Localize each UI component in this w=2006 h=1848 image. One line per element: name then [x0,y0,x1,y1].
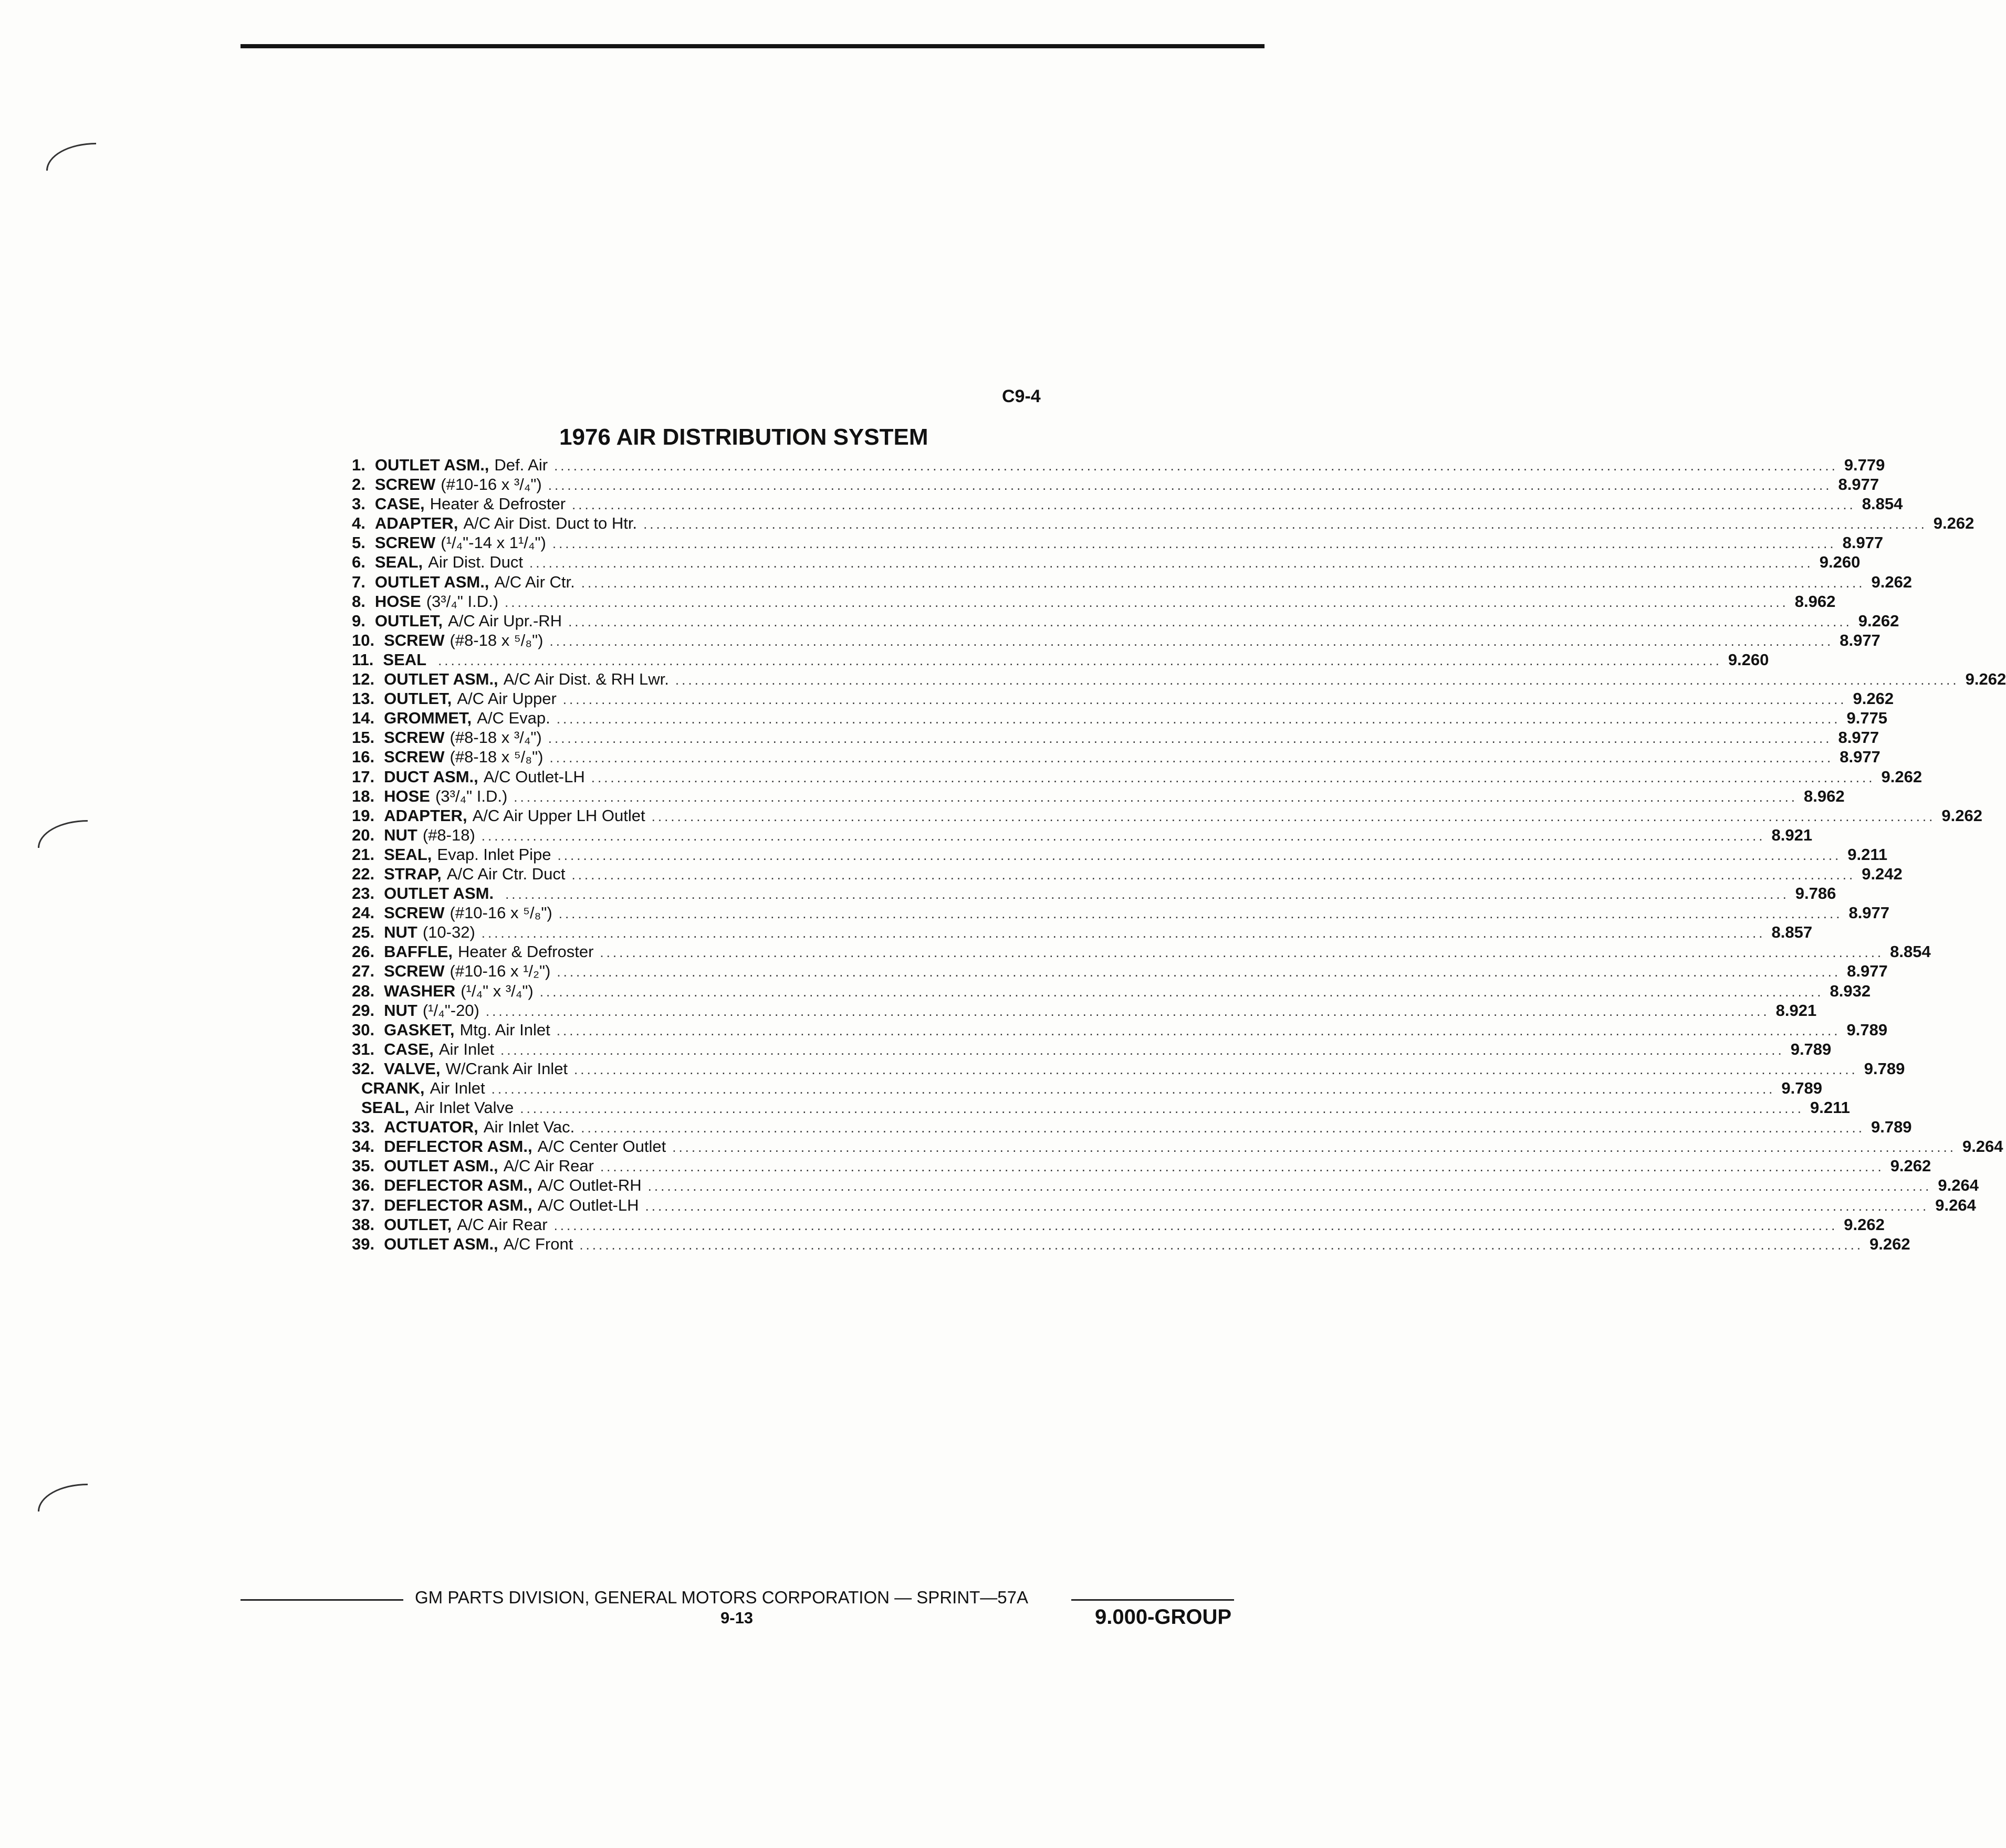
group-code: 9.789 [1871,1118,1912,1137]
group-code: 9.264 [1938,1176,1979,1195]
part-number: 35. [352,1157,375,1175]
part-number: 23. [352,884,375,903]
punch-hole-mark-middle [38,820,88,848]
group-code: 9.262 [1965,670,2006,689]
dot-leader: ........................................................................................................................................................................................................ [572,497,1856,513]
group-code: 8.921 [1775,1001,1817,1020]
part-row [352,1059,1905,1079]
dot-leader: ........................................................................................................................................................................................................ [481,925,1765,941]
part-row [352,767,1923,787]
group-code: 9.264 [1935,1195,1976,1214]
footer-rule-right [1071,1599,1234,1601]
part-description: Air Dist. Duct [428,553,524,572]
part-row [352,1118,1912,1137]
part-row [352,514,1974,533]
dot-leader: ........................................................................................................................................................................................................ [539,983,1824,1000]
dot-leader: ........................................................................................................................................................................................................ [557,847,1842,863]
part-name: CASE, [384,1040,434,1058]
part-number: 2. [352,475,365,494]
part-row [352,1176,1979,1195]
part-row [352,1137,2003,1157]
part-name: OUTLET ASM., [384,670,498,689]
part-name: SCREW [384,904,445,922]
dot-leader: ........................................................................................................................................................................................................ [485,1003,1770,1019]
part-number: 19. [352,806,375,825]
top-rule [241,44,1265,48]
dot-leader: ........................................................................................................................................................................................................ [438,652,1722,668]
part-number: 6. [352,553,365,572]
group-code: 9.264 [1962,1137,2003,1156]
part-description: (#10-16 x ³/₄") [441,475,542,494]
part-row [352,533,1884,553]
part-name: GROMMET, [384,709,472,728]
part-row [352,1098,1850,1118]
dot-leader: ........................................................................................................................................................................................................ [481,827,1765,844]
part-description: Mtg. Air Inlet [459,1020,550,1039]
page-code: C9-4 [1002,386,1041,406]
group-code: 8.977 [1847,962,1888,981]
part-description: (#8-18) [422,825,475,844]
part-number: 1. [352,456,365,474]
dot-leader: ........................................................................................................................................................................................................ [562,691,1847,708]
part-row [352,611,1899,631]
part-name: SCREW [384,748,445,766]
group-code: 8.977 [1838,475,1879,494]
part-description: A/C Outlet-RH [537,1176,642,1195]
group-code: 9.262 [1881,767,1923,786]
part-number: 15. [352,728,375,747]
group-code: 9.262 [1858,611,1899,630]
dot-leader: ........................................................................................................................................................................................................ [645,1198,1929,1214]
part-description: Heater & Defroster [430,495,566,513]
dot-leader: ........................................................................................................................................................................................................ [552,536,1836,552]
part-row [352,495,1903,514]
part-name: OUTLET ASM., [384,1234,498,1253]
group-code: 9.262 [1890,1157,1931,1175]
part-row [352,728,1879,748]
group-code: 8.977 [1848,904,1890,922]
part-name: SEAL [383,650,427,669]
part-row [352,572,1913,592]
group-code: 8.977 [1842,533,1884,552]
dot-leader: ........................................................................................................................................................................................................ [553,1217,1838,1233]
part-name: SCREW [384,962,445,981]
dot-leader: ........................................................................................................................................................................................................ [514,789,1798,805]
part-row [352,904,1890,923]
part-number: 9. [352,611,365,630]
group-code: 9.262 [1933,514,1974,533]
part-description: Air Inlet [430,1079,485,1097]
part-number: 28. [352,981,375,1000]
dot-leader: ........................................................................................................................................................................................................ [581,574,1865,591]
part-row [352,670,2006,689]
part-row [352,748,1880,767]
part-description: Def. Air [494,456,548,474]
part-number: 32. [352,1059,375,1078]
part-name: CRANK, [361,1079,425,1097]
dot-leader: ........................................................................................................................................................................................................ [647,1178,1932,1194]
page-number: 9-13 [720,1609,754,1627]
part-description: A/C Air Upper [457,689,557,708]
parts-list [352,456,2006,1254]
dot-leader: ........................................................................................................................................................................................................ [554,458,1838,474]
part-description: A/C Air Upper LH Outlet [472,806,645,825]
dot-leader: ........................................................................................................................................................................................................ [491,1081,1775,1097]
part-number: 7. [352,572,365,591]
part-number: 8. [352,592,365,611]
part-number: 10. [352,631,375,649]
part-number: 39. [352,1234,375,1253]
dot-leader: ........................................................................................................................................................................................................ [505,594,1789,610]
group-code: 8.857 [1771,923,1813,942]
part-name: NUT [384,1001,417,1020]
part-name: OUTLET ASM., [384,1157,498,1175]
part-name: OUTLET, [384,1215,452,1234]
dot-leader: ........................................................................................................................................................................................................ [672,1139,1956,1156]
part-number: 14. [352,709,375,728]
part-row [352,1195,1976,1215]
part-row [352,1215,1885,1235]
dot-leader: ........................................................................................................................................................................................................ [574,1061,1858,1077]
part-number: 17. [352,767,375,786]
part-name: STRAP, [384,864,442,883]
page-title: 1976 AIR DISTRIBUTION SYSTEM [559,424,928,450]
part-name: SEAL, [374,553,423,572]
part-number: 30. [352,1020,375,1039]
punch-hole-mark-bottom [38,1484,88,1511]
part-number: 16. [352,748,375,766]
part-name: HOSE [374,592,421,611]
part-description: (3³/₄" I.D.) [435,786,508,805]
part-name: ADAPTER, [374,514,458,533]
part-name: DEFLECTOR ASM., [384,1176,532,1195]
part-name: DUCT ASM., [384,767,478,786]
dot-leader: ........................................................................................................................................................................................................ [591,769,1875,785]
part-description: (¹/₄"-14 x 1¹/₄") [441,533,546,552]
part-name: NUT [384,923,417,942]
part-number: 24. [352,904,375,922]
part-number: 11. [352,650,374,669]
part-description: (¹/₄" x ³/₄") [461,981,534,1000]
dot-leader: ........................................................................................................................................................................................................ [556,711,1841,727]
part-description: (10-32) [422,923,475,942]
part-row [352,650,1769,670]
part-number: 26. [352,942,375,961]
group-code: 9.262 [1941,806,1982,825]
part-name: HOSE [384,786,430,805]
dot-leader: ........................................................................................................................................................................................................ [557,964,1841,980]
part-description: A/C Air Dist. Duct to Htr. [463,514,638,533]
dot-leader: ........................................................................................................................................................................................................ [548,477,1832,494]
group-code: 9.262 [1871,572,1913,591]
part-description: (¹/₄"-20) [422,1001,479,1020]
part-name: BAFFLE, [384,942,453,961]
group-code: 9.789 [1790,1040,1832,1058]
group-code: 8.932 [1830,981,1871,1000]
part-row [352,884,1836,904]
part-name: SCREW [384,728,445,747]
part-row [352,923,1813,942]
part-row [352,981,1871,1001]
part-number: 33. [352,1118,375,1137]
part-description: A/C Center Outlet [537,1137,666,1156]
group-code: 9.775 [1846,709,1888,728]
part-row [352,475,1879,495]
group-code: 8.854 [1862,495,1903,513]
part-name: GASKET, [384,1020,455,1039]
part-name: CASE, [374,495,425,513]
part-description: Heater & Defroster [457,942,594,961]
part-description: A/C Air Dist. & RH Lwr. [503,670,669,689]
part-number: 21. [352,845,375,864]
dot-leader: ........................................................................................................................................................................................................ [549,750,1834,766]
part-description: (#8-18 x ³/₄") [450,728,542,747]
part-number: 20. [352,825,375,844]
part-number: 22. [352,864,375,883]
part-description: A/C Air Rear [457,1215,548,1234]
part-name: SEAL, [361,1098,410,1117]
part-description: A/C Air Ctr. [494,572,575,591]
group-code: 8.977 [1838,728,1879,747]
part-row [352,1157,1931,1176]
part-number: 27. [352,962,375,981]
part-number: 25. [352,923,375,942]
part-number: 4. [352,514,365,533]
dot-leader: ........................................................................................................................................................................................................ [548,730,1832,747]
part-name: OUTLET ASM. [384,884,494,903]
part-description: A/C Evap. [477,709,550,728]
group-code: 9.260 [1728,650,1769,669]
part-name: OUTLET ASM., [374,456,489,474]
group-code: 9.789 [1781,1079,1822,1097]
part-row [352,689,1894,709]
group-code: 8.854 [1890,942,1931,961]
part-number: 34. [352,1137,375,1156]
group-code: 8.977 [1840,748,1880,766]
part-row [352,786,1845,806]
part-description: Air Inlet [438,1040,494,1058]
part-number: 29. [352,1001,375,1020]
dot-leader: ........................................................................................................................................................................................................ [579,1236,1864,1253]
part-row [352,1020,1888,1040]
group-code: 8.977 [1840,631,1880,649]
part-name: WASHER [384,981,456,1000]
dot-leader: ........................................................................................................................................................................................................ [675,672,1959,688]
part-name: OUTLET, [374,611,443,630]
part-row [352,1040,1832,1059]
part-description: Evap. Inlet Pipe [437,845,551,864]
dot-leader: ........................................................................................................................................................................................................ [500,1042,1784,1058]
dot-leader: ........................................................................................................................................................................................................ [571,866,1856,883]
dot-leader: ........................................................................................................................................................................................................ [505,886,1789,902]
part-description: A/C Outlet-LH [483,767,585,786]
part-name: SCREW [384,631,445,649]
group-code: 9.789 [1864,1059,1905,1078]
group-code: 9.789 [1846,1020,1888,1039]
part-description: A/C Front [503,1234,573,1253]
group-code: 9.786 [1795,884,1836,903]
dot-leader: ........................................................................................................................................................................................................ [549,633,1834,649]
group-code: 8.962 [1804,786,1845,805]
part-row [352,592,1836,612]
dot-leader: ........................................................................................................................................................................................................ [651,808,1936,824]
group-code: 9.211 [1847,845,1888,864]
part-number: 31. [352,1040,375,1058]
group-code: 9.262 [1844,1215,1885,1234]
part-row [352,553,1861,572]
part-row [352,942,1931,962]
group-code: 9.262 [1869,1234,1910,1253]
part-name: ADAPTER, [384,806,467,825]
part-description: (#8-18 x ⁵/₈") [450,631,544,649]
part-description: (#10-16 x ¹/₂") [450,962,551,981]
part-name: NUT [384,825,417,844]
dot-leader: ........................................................................................................................................................................................................ [520,1100,1804,1117]
dot-leader: ........................................................................................................................................................................................................ [581,1120,1865,1136]
part-name: SCREW [374,533,436,552]
part-description: (#10-16 x ⁵/₈") [450,904,552,922]
group-code: 9.242 [1862,864,1903,883]
part-number: 18. [352,786,375,805]
footer-publisher: GM PARTS DIVISION, GENERAL MOTORS CORPORATION — SPRINT—57A [415,1588,1029,1607]
group-code: 8.921 [1771,825,1813,844]
part-number: 38. [352,1215,375,1234]
dot-leader: ........................................................................................................................................................................................................ [529,555,1813,571]
dot-leader: ........................................................................................................................................................................................................ [558,906,1843,922]
part-description: (#8-18 x ⁵/₈") [450,748,544,766]
punch-hole-mark-top [46,143,96,171]
part-description: W/Crank Air Inlet [445,1059,568,1078]
part-description: A/C Outlet-LH [537,1195,639,1214]
part-number: 12. [352,670,375,689]
dot-leader: ........................................................................................................................................................................................................ [600,1159,1884,1175]
part-row [352,456,1885,475]
part-name: OUTLET ASM., [374,572,489,591]
part-number: 36. [352,1176,375,1195]
dot-leader: ........................................................................................................................................................................................................ [643,516,1927,532]
part-name: DEFLECTOR ASM., [384,1137,532,1156]
part-description: (3³/₄" I.D.) [426,592,499,611]
part-name: ACTUATOR, [384,1118,478,1137]
group-code: 9.260 [1819,553,1861,572]
dot-leader: ........................................................................................................................................................................................................ [568,613,1852,629]
part-number: 5. [352,533,365,552]
footer-rule-left [241,1599,403,1601]
part-description: A/C Air Ctr. Duct [446,864,566,883]
group-code: 8.962 [1794,592,1836,611]
dot-leader: ........................................................................................................................................................................................................ [600,944,1884,961]
part-row [352,806,1982,826]
part-name: SEAL, [384,845,432,864]
group-code: 9.779 [1844,456,1885,474]
part-name: SCREW [374,475,436,494]
part-description: Air Inlet Vac. [483,1118,575,1137]
part-row [352,709,1888,728]
dot-leader: ........................................................................................................................................................................................................ [556,1022,1841,1038]
group-label: 9.000-GROUP [1095,1605,1232,1629]
part-row [352,962,1888,981]
part-number: 3. [352,495,365,513]
part-description: A/C Air Rear [503,1157,594,1175]
part-name: OUTLET, [384,689,452,708]
part-row [352,825,1813,845]
part-description: Air Inlet Valve [414,1098,514,1117]
part-number: 13. [352,689,375,708]
part-row [352,845,1888,865]
part-description: A/C Air Upr.-RH [448,611,562,630]
part-row [352,1079,1822,1098]
part-row [352,1001,1817,1021]
part-row [352,864,1903,884]
group-code: 9.262 [1853,689,1894,708]
part-name: DEFLECTOR ASM., [384,1195,532,1214]
part-name: VALVE, [384,1059,441,1078]
group-code: 9.211 [1810,1098,1850,1117]
part-row [352,631,1880,650]
part-row [352,1234,1910,1254]
part-number: 37. [352,1195,375,1214]
